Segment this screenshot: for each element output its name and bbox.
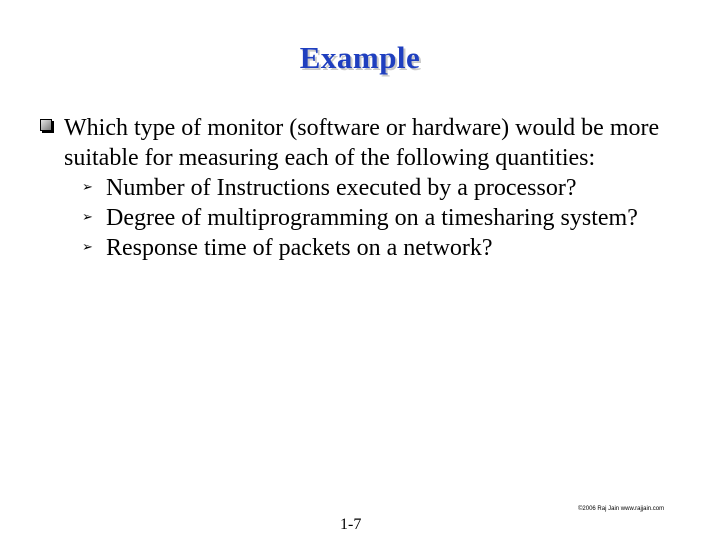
sub-bullet-item [82, 173, 680, 203]
arrowhead-bullet-icon: ➢ [82, 240, 93, 255]
sub-bullet-text: Degree of multiprogramming on a timesharing system? [106, 205, 638, 231]
slide-title: Example [299, 40, 421, 75]
sub-bullet-text: Number of Instructions executed by a processor? [106, 175, 577, 201]
page-number: 1-7 [340, 516, 362, 533]
sub-bullet-text: Response time of packets on a network? [106, 235, 493, 261]
square-bullet-icon [40, 119, 52, 131]
sub-bullet-item [82, 233, 680, 263]
main-bullet-item [40, 113, 680, 263]
sub-bullet-list [40, 173, 680, 263]
main-bullet-text: Which type of monitor (software or hardware) would be more suitable for measuring each of the following quantities: [64, 115, 660, 171]
arrowhead-bullet-icon: ➢ [82, 210, 93, 225]
arrowhead-bullet-icon: ➢ [82, 180, 93, 195]
sub-bullet-item [82, 203, 680, 233]
copyright-notice: ©2006 Raj Jain www.rajjain.com [578, 506, 665, 512]
